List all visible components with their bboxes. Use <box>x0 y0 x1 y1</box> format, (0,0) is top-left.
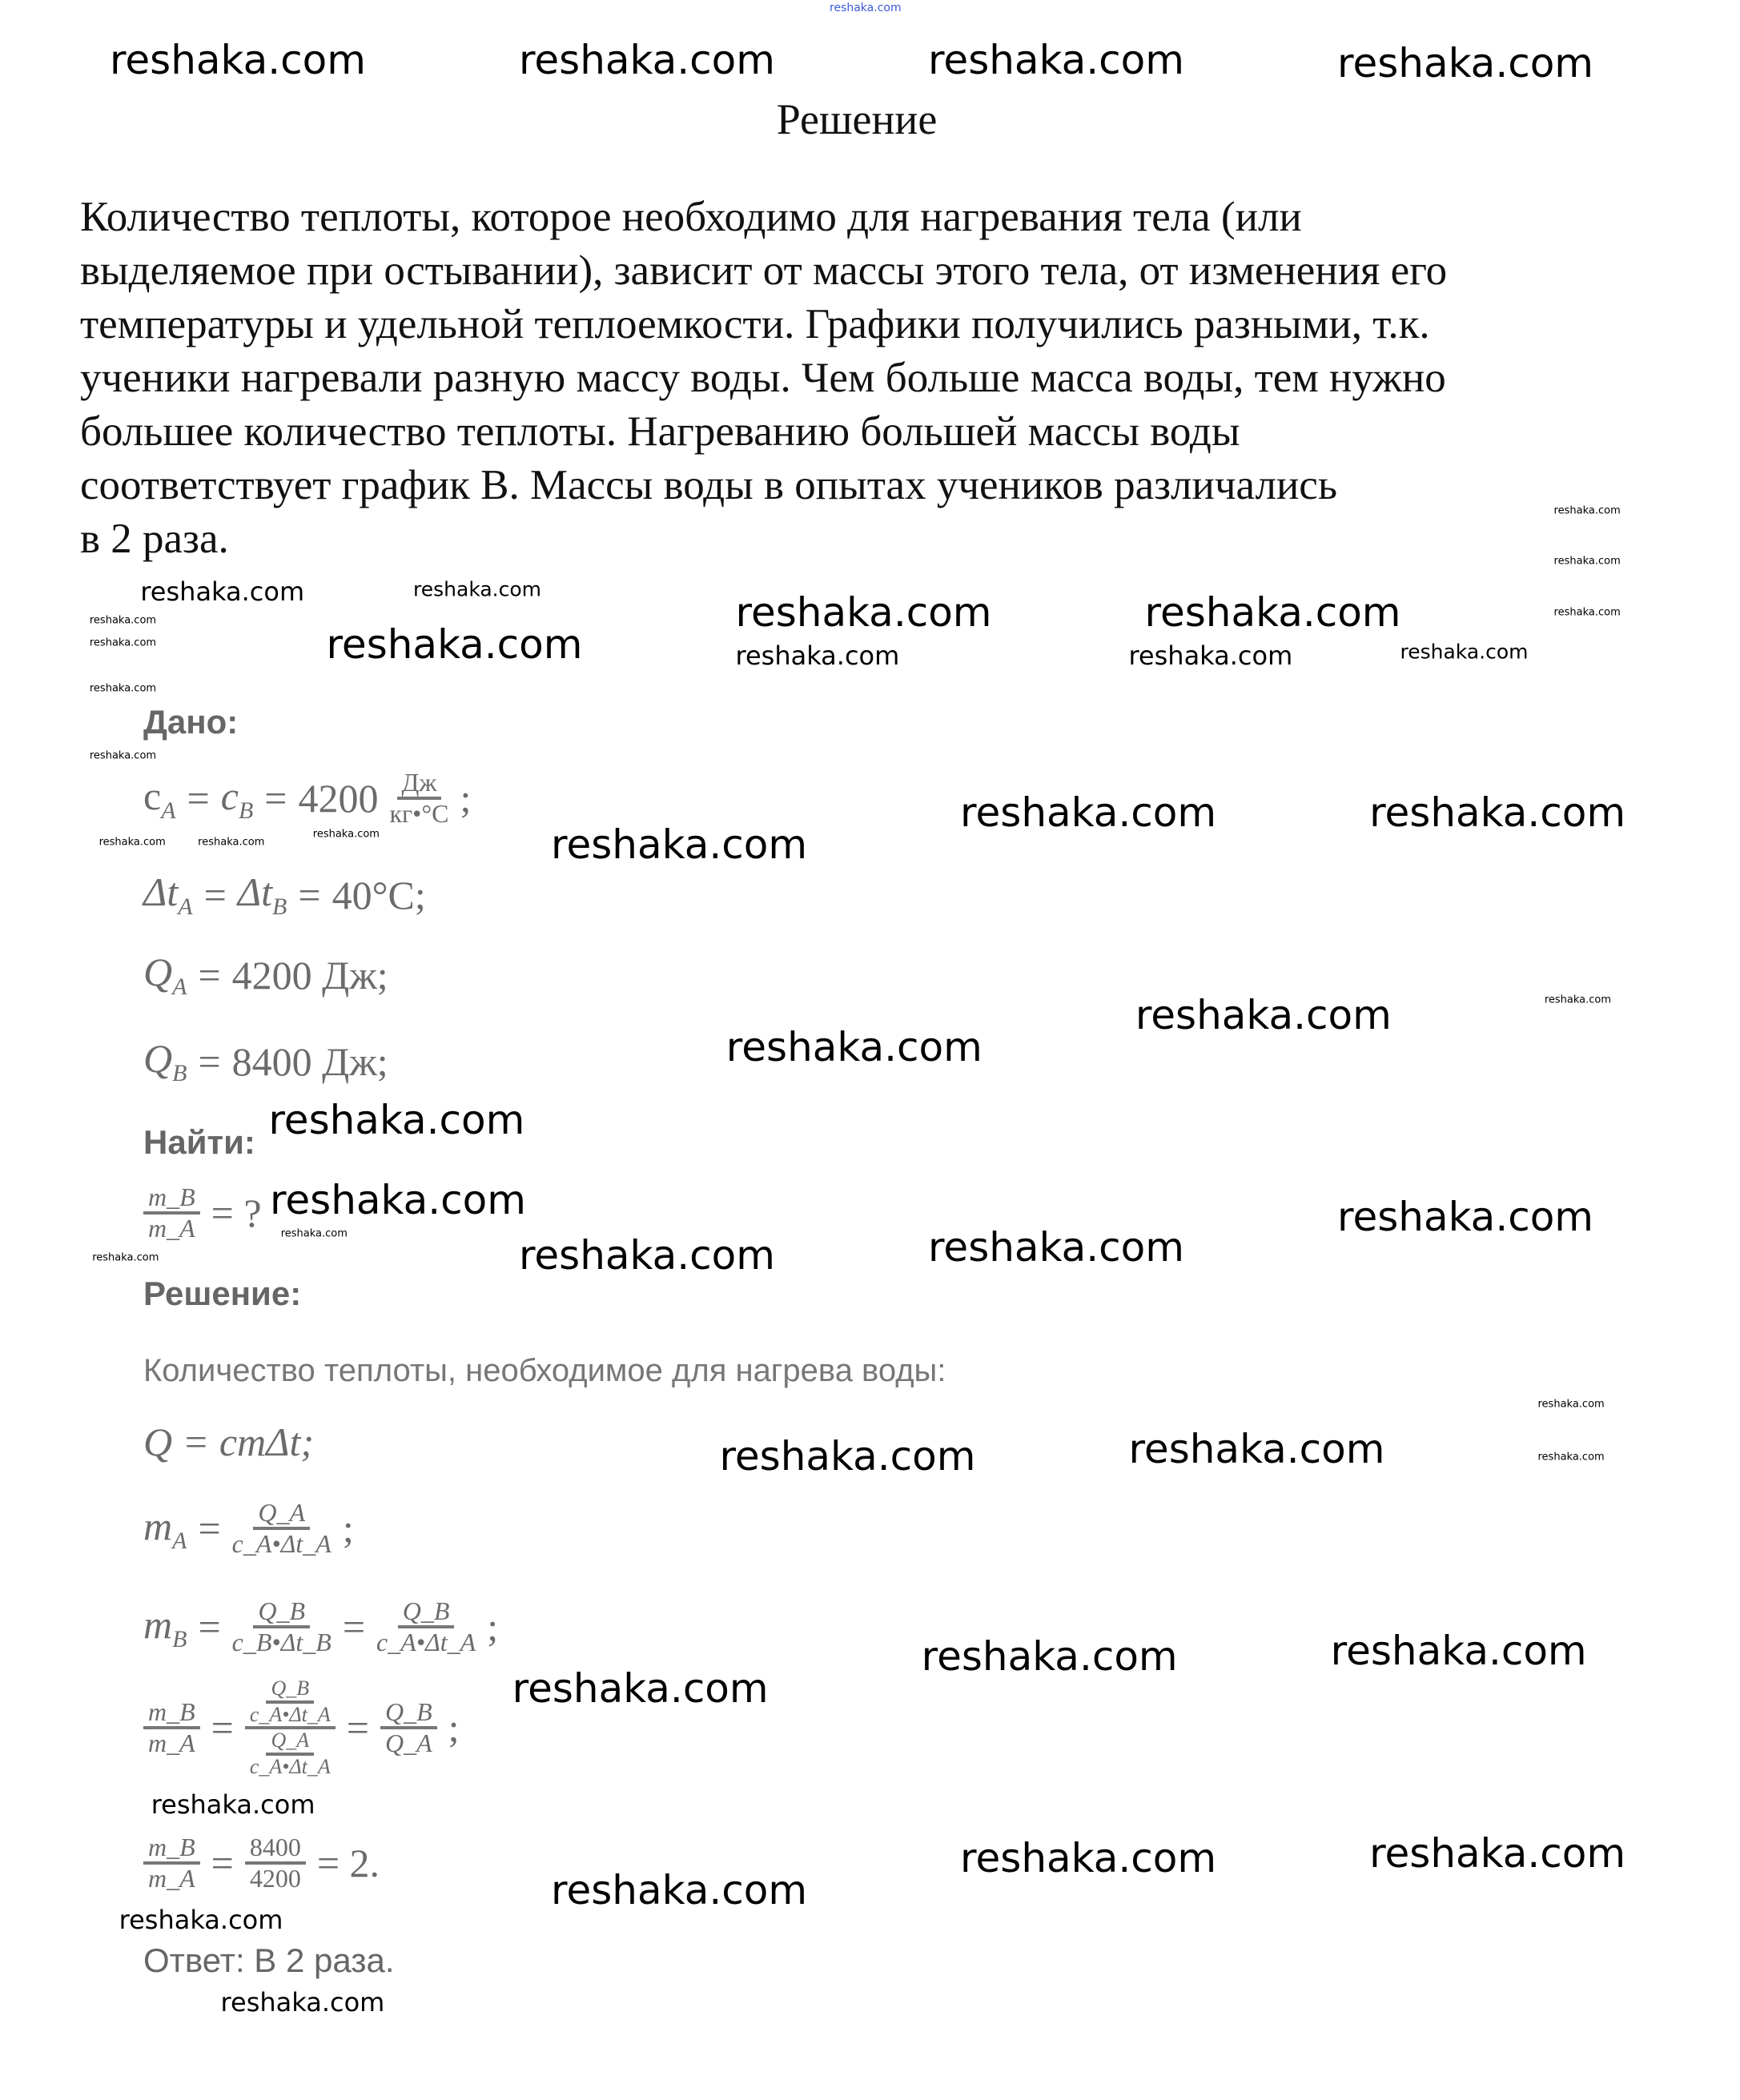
watermark: reshaka.com <box>719 1432 976 1480</box>
numerator: Q_B <box>380 1698 437 1729</box>
watermark: reshaka.com <box>89 749 157 762</box>
unit-fraction <box>389 769 448 828</box>
given-heading: Дано: <box>143 703 239 741</box>
equals: = <box>198 952 221 998</box>
denominator: c_A•Δt_A <box>249 1754 331 1778</box>
denominator: c_A•Δt_A <box>376 1628 476 1657</box>
subscript: B <box>172 1060 187 1086</box>
watermark: reshaka.com <box>1553 606 1621 619</box>
denominator: 4200 <box>249 1864 301 1893</box>
watermark: reshaka.com <box>735 588 992 636</box>
watermark: reshaka.com <box>551 821 808 869</box>
semicolon: ; <box>460 776 472 821</box>
paragraph-line: ученики нагревали разную массу воды. Чем больше масса воды, тем нужно <box>80 355 1446 401</box>
value: 40°C; <box>332 872 426 917</box>
value: 8400 Дж; <box>231 1038 388 1084</box>
watermark: reshaka.com <box>151 1789 315 1820</box>
subscript: A <box>161 797 176 824</box>
watermark: reshaka.com <box>220 1987 385 2018</box>
subscript: B <box>238 797 254 824</box>
watermark: reshaka.com <box>1553 555 1621 568</box>
watermark: reshaka.com <box>960 789 1217 837</box>
symbol: Δt <box>237 869 273 914</box>
watermark: reshaka.com <box>140 576 305 608</box>
equals: = <box>264 776 287 821</box>
paragraph-line: в 2 раза. <box>80 516 229 562</box>
answer: Ответ: В 2 раза. <box>143 1941 395 1979</box>
find-ratio <box>143 1183 262 1243</box>
value: 4200 Дж; <box>231 952 388 998</box>
equals: = <box>187 776 210 821</box>
numerator: m_B <box>143 1833 200 1865</box>
solution-text: Количество теплоты, необходимое для нагрева воды: <box>143 1353 946 1388</box>
fraction <box>232 1499 332 1558</box>
watermark: reshaka.com <box>921 1633 1178 1680</box>
watermark: reshaka.com <box>119 1904 283 1935</box>
watermark: reshaka.com <box>927 1224 1184 1271</box>
watermark: reshaka.com <box>518 37 775 84</box>
symbol: c <box>143 773 162 818</box>
mass-ratio-formula <box>143 1677 460 1778</box>
semicolon: ; <box>448 1705 460 1751</box>
heat-formula: Q = cmΔt; <box>143 1419 315 1464</box>
temperature-change-line <box>143 869 426 921</box>
watermark: reshaka.com <box>1128 640 1293 672</box>
compound-fraction <box>245 1677 336 1778</box>
watermark: reshaka.com <box>1537 1451 1605 1464</box>
mass-b-formula <box>143 1597 498 1656</box>
watermark: reshaka.com <box>960 1835 1217 1882</box>
watermark: reshaka.com <box>98 836 166 849</box>
value: 4200 <box>298 776 379 821</box>
watermark: reshaka.com <box>109 37 366 84</box>
numerator: Q_B <box>253 1597 310 1628</box>
fraction <box>380 1698 437 1757</box>
solution-heading: Решение: <box>143 1275 302 1312</box>
equals: = <box>298 872 321 917</box>
denominator: m_A <box>148 1864 195 1893</box>
equals: = <box>211 1841 234 1886</box>
semicolon: ; <box>487 1604 499 1650</box>
equals: = <box>203 872 227 917</box>
watermark: reshaka.com <box>280 1227 348 1240</box>
explanation-paragraph <box>80 191 1447 566</box>
subscript: A <box>172 974 187 1000</box>
question: = ? <box>211 1191 262 1236</box>
watermark: reshaka.com <box>725 1023 983 1070</box>
watermark: reshaka.com <box>1337 39 1593 86</box>
denominator: c_B•Δt_B <box>231 1628 332 1657</box>
watermark: reshaka.com <box>512 1665 769 1713</box>
watermark: reshaka.com <box>1553 504 1621 517</box>
watermark: reshaka.com <box>312 828 380 841</box>
symbol: m <box>143 1503 173 1548</box>
watermark: reshaka.com <box>89 636 157 649</box>
watermark: reshaka.com <box>326 620 583 668</box>
paragraph-line: Количество теплоты, которое необходимо для нагревания тела (или <box>80 194 1302 240</box>
equals: = <box>211 1705 234 1751</box>
symbol: Q <box>143 1036 173 1081</box>
symbol: c <box>220 773 239 818</box>
watermark: reshaka.com <box>1337 1193 1593 1240</box>
watermark: reshaka.com <box>518 1232 775 1279</box>
watermark: reshaka.com <box>413 577 542 601</box>
fraction <box>143 1833 200 1893</box>
page-title: Решение <box>776 95 938 143</box>
watermark: reshaka.com <box>551 1867 808 1914</box>
watermark: reshaka.com <box>735 640 900 672</box>
symbol: Q <box>143 950 173 994</box>
unit-num: Дж <box>397 769 442 800</box>
watermark: reshaka.com <box>1144 588 1401 636</box>
denominator: Q_A <box>384 1729 432 1758</box>
numerator: 8400 <box>245 1833 306 1865</box>
equals: = <box>198 1604 221 1650</box>
heat-a-line <box>143 949 388 1001</box>
fraction <box>376 1597 476 1656</box>
semicolon: ; <box>342 1506 354 1552</box>
watermark: reshaka.com <box>198 836 265 849</box>
subscript: A <box>172 1527 187 1554</box>
denominator: c_A•Δt_A <box>231 1529 332 1559</box>
numerator: Q_B <box>266 1677 314 1704</box>
paragraph-line: температуры и удельной теплоемкости. Графики получились разными, т.к. <box>80 301 1430 347</box>
ratio-fraction <box>143 1183 200 1243</box>
result: = 2. <box>316 1841 380 1886</box>
equals: = <box>198 1506 221 1552</box>
specific-heat-line <box>143 769 471 828</box>
watermark: reshaka.com <box>1537 1398 1605 1410</box>
numerator: Q_A <box>266 1729 314 1756</box>
watermark: reshaka.com <box>89 682 157 695</box>
watermark: reshaka.com <box>268 1097 525 1144</box>
watermark: reshaka.com <box>1330 1628 1587 1675</box>
watermark: reshaka.com <box>927 37 1184 84</box>
subscript: B <box>172 1625 187 1652</box>
watermark: reshaka.com <box>1400 640 1529 664</box>
symbol: Δt <box>143 869 179 914</box>
denominator: m_A <box>148 1214 195 1243</box>
heat-b-line <box>143 1035 388 1087</box>
watermark: reshaka.com <box>1544 994 1612 1006</box>
symbol: m <box>143 1601 173 1647</box>
watermark: reshaka.com <box>1369 789 1626 837</box>
equals: = <box>346 1705 369 1751</box>
equals: = <box>342 1604 366 1650</box>
watermark: reshaka.com <box>1369 1829 1626 1877</box>
watermark: reshaka.com <box>1128 1426 1385 1473</box>
numerator: m_B <box>143 1183 200 1215</box>
watermark: reshaka.com <box>89 614 157 627</box>
numerator: Q_B <box>398 1597 455 1628</box>
equals: = <box>198 1038 221 1084</box>
fraction <box>232 1597 332 1656</box>
numerator: Q_A <box>253 1499 310 1530</box>
paragraph-line: соответствует график В. Массы воды в опытах учеников различались <box>80 462 1337 508</box>
subscript: B <box>272 893 287 920</box>
watermark: reshaka.com <box>92 1251 159 1264</box>
watermark: reshaka.com <box>269 1176 526 1223</box>
fraction <box>245 1833 306 1893</box>
find-heading: Найти: <box>143 1123 255 1161</box>
subscript: A <box>178 893 193 920</box>
denominator: m_A <box>148 1729 195 1758</box>
denominator: c_A•Δt_A <box>249 1702 331 1726</box>
fraction <box>143 1698 200 1757</box>
numerator: m_B <box>143 1698 200 1729</box>
paragraph-line: выделяемое при остывании), зависит от массы этого тела, от изменения его <box>80 247 1448 294</box>
unit-den: кг•°C <box>389 799 449 829</box>
paragraph-line: большее количество теплоты. Нагреванию большей массы воды <box>80 408 1240 455</box>
top-watermark[interactable]: reshaka.com <box>830 2 902 14</box>
mass-a-formula <box>143 1499 354 1558</box>
watermark: reshaka.com <box>1135 991 1392 1038</box>
final-calculation <box>143 1833 380 1893</box>
